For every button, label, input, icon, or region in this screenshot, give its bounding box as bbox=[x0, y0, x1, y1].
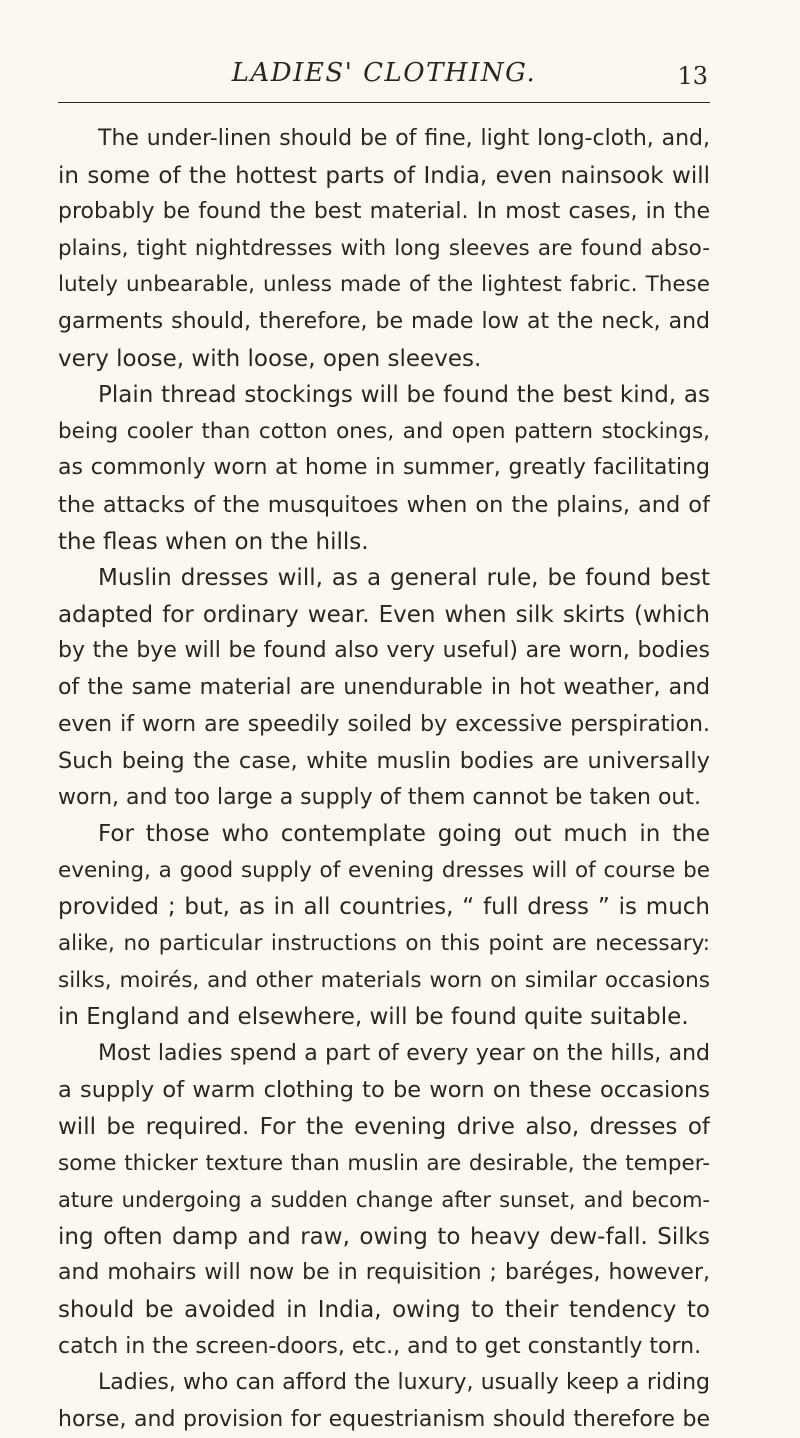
text-line: and mohairs will now be in requisition ; baréges, however, bbox=[58, 1260, 710, 1286]
text-line: Ladies, who can afford the luxury, usually keep a riding bbox=[98, 1370, 710, 1396]
body-text bbox=[58, 121, 710, 1438]
text-line: adapted for ordinary wear. Even when silk skirts (which bbox=[58, 601, 710, 628]
text-line: Muslin dresses will, as a general rule, be found best bbox=[98, 565, 710, 592]
text-line: being cooler than cotton ones, and open pattern stockings, bbox=[58, 418, 710, 444]
text-line: plains, tight nightdresses with long sleeves are found abso- bbox=[58, 235, 710, 261]
text-line: the fleas when on the hills. bbox=[58, 528, 369, 555]
text-line: will be required. For the evening drive also, dresses of bbox=[58, 1114, 710, 1141]
text-line: ature undergoing a sudden change after sunset, and becom- bbox=[58, 1188, 710, 1213]
text-line: ing often damp and raw, owing to heavy dew-fall. Silks bbox=[58, 1223, 710, 1250]
text-line: provided ; but, as in all countries, “ full dress ” is much bbox=[58, 894, 710, 921]
text-line: For those who contemplate going out much in the bbox=[98, 821, 710, 848]
text-line: Such being the case, white muslin bodies are universally bbox=[58, 748, 710, 775]
text-line: silks, moirés, and other materials worn on similar occasions bbox=[58, 967, 710, 993]
text-line: even if worn are speedily soiled by excessive perspiration. bbox=[58, 711, 710, 737]
text-line: the attacks of the musquitoes when on the plains, and of bbox=[58, 491, 710, 518]
text-line: probably be found the best material. In most cases, in the bbox=[58, 199, 710, 225]
text-line: some thicker texture than muslin are desirable, the temper- bbox=[58, 1150, 710, 1176]
text-line: a supply of warm clothing to be worn on these occasions bbox=[58, 1077, 710, 1104]
text-line: lutely unbearable, unless made of the lightest fabric. These bbox=[58, 272, 710, 298]
text-line: garments should, therefore, be made low at the neck, and bbox=[58, 308, 710, 334]
text-line: worn, and too large a supply of them cannot be taken out. bbox=[58, 784, 701, 810]
text-line: Most ladies spend a part of every year on the hills, and bbox=[98, 1040, 710, 1066]
text-line: in England and elsewhere, will be found quite suitable. bbox=[58, 1004, 689, 1031]
text-line: alike, no particular instructions on this point are necessary: bbox=[58, 931, 710, 957]
text-line: catch in the screen-doors, etc., and to get constantly torn. bbox=[58, 1333, 702, 1359]
text-line: The under-linen should be of fine, light long-cloth, and, bbox=[98, 126, 710, 151]
text-line: very loose, with loose, open sleeves. bbox=[58, 345, 482, 372]
book-page bbox=[58, 0, 710, 1432]
text-line: of the same material are unendurable in hot weather, and bbox=[58, 674, 710, 700]
text-line: by the bye will be found also very useful) are worn, bodies bbox=[58, 638, 710, 664]
header-rule bbox=[58, 102, 710, 103]
text-line: in some of the hottest parts of India, even nainsook will bbox=[58, 162, 710, 189]
text-line: should be avoided in India, owing to their tendency to bbox=[58, 1297, 710, 1323]
page-header bbox=[58, 58, 710, 94]
text-line: evening, a good supply of evening dresses will of course be bbox=[58, 857, 710, 883]
running-title: LADIES' CLOTHING. bbox=[231, 58, 537, 88]
text-line: horse, and provision for equestrianism should therefore be bbox=[58, 1406, 710, 1432]
page-number: 13 bbox=[677, 62, 708, 90]
text-line: as commonly worn at home in summer, greatly facilitating bbox=[58, 455, 710, 481]
text-line: Plain thread stockings will be found the best kind, as bbox=[98, 382, 710, 409]
